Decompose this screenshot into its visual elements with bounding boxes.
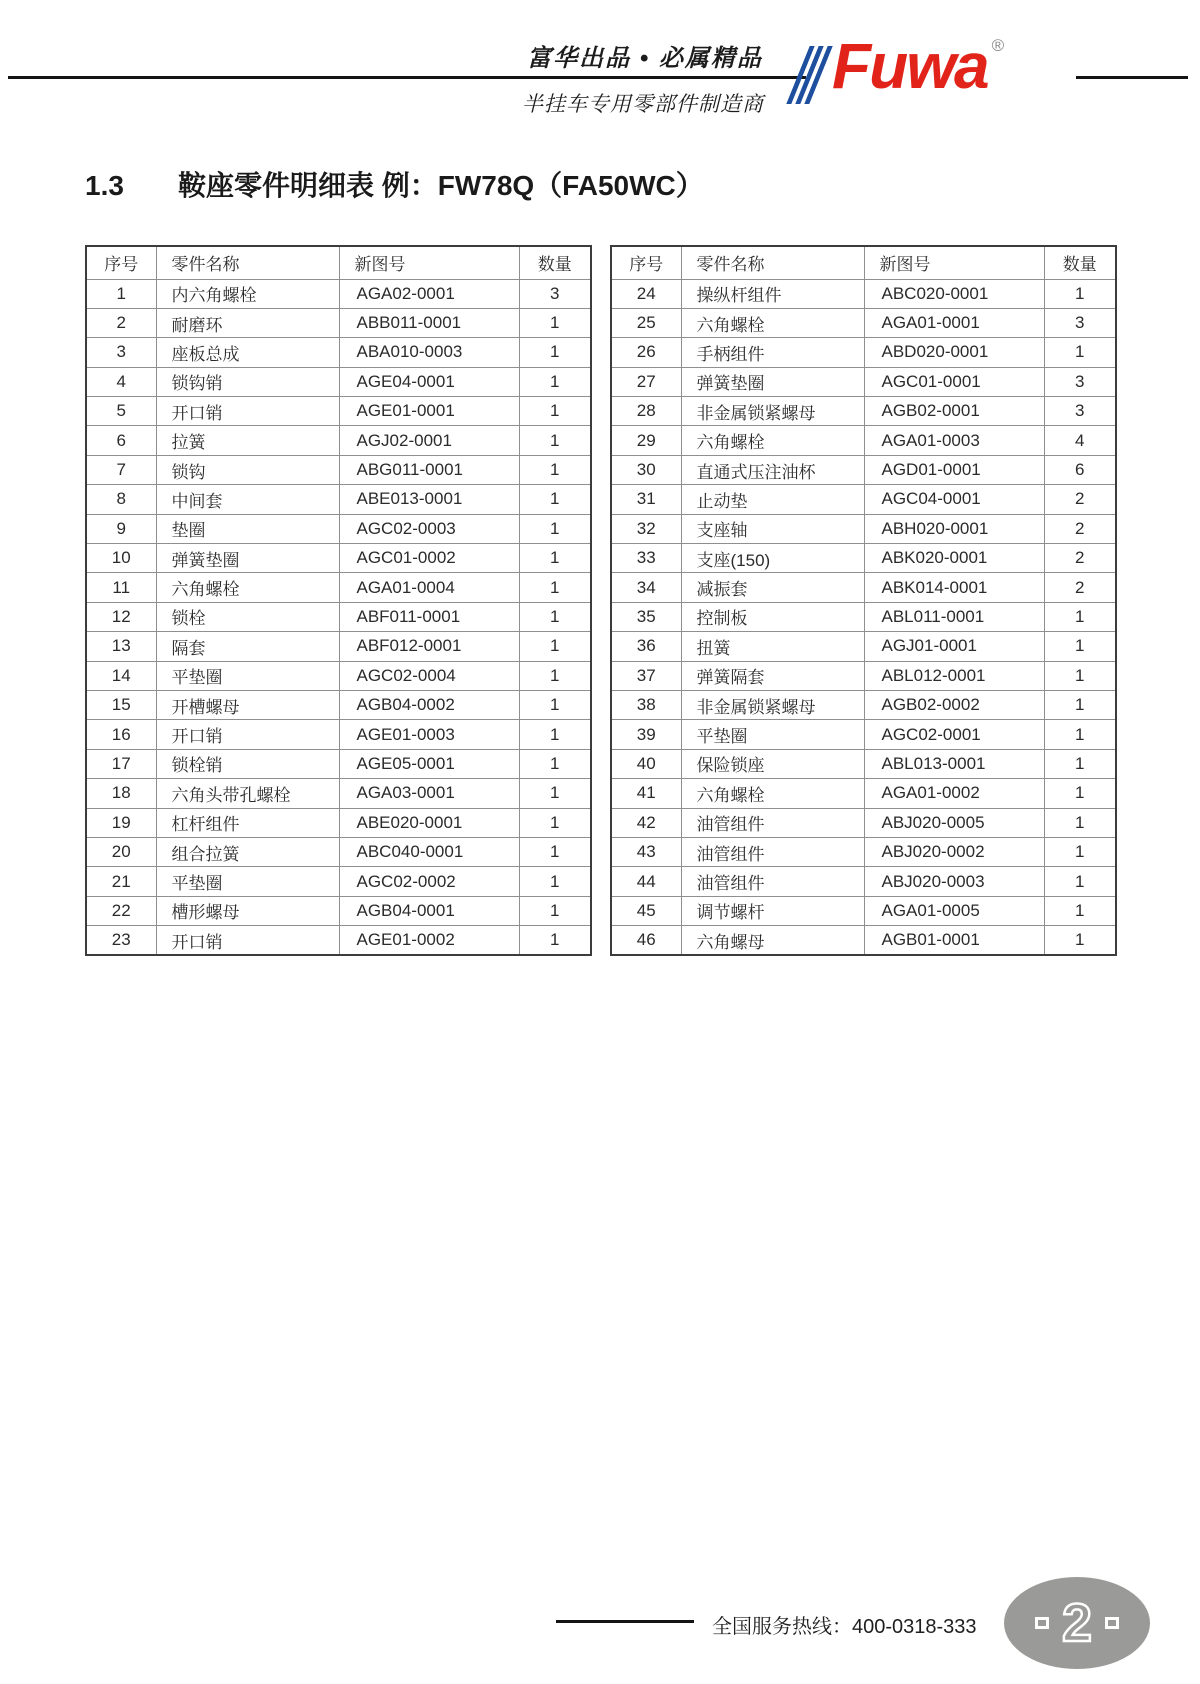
table-row xyxy=(86,397,591,426)
part-name: 油管组件 xyxy=(681,837,864,866)
quantity: 2 xyxy=(1044,544,1116,573)
parts-table-left xyxy=(85,245,592,956)
table-row xyxy=(86,455,591,484)
table-row xyxy=(611,690,1116,719)
header-drawing-number: 新图号 xyxy=(339,246,519,279)
quantity: 1 xyxy=(519,308,591,337)
table-row xyxy=(611,896,1116,925)
table-row xyxy=(611,397,1116,426)
row-index: 2 xyxy=(86,308,156,337)
drawing-number: AGA02-0001 xyxy=(339,279,519,308)
drawing-number: ABA010-0003 xyxy=(339,338,519,367)
part-name: 平垫圈 xyxy=(156,867,339,896)
quantity: 2 xyxy=(1044,514,1116,543)
row-index: 17 xyxy=(86,749,156,778)
part-name: 非金属锁紧螺母 xyxy=(681,397,864,426)
header-quantity: 数量 xyxy=(1044,246,1116,279)
parts-table-right xyxy=(610,245,1117,956)
quantity: 1 xyxy=(519,455,591,484)
table-row xyxy=(86,544,591,573)
row-index: 39 xyxy=(611,720,681,749)
row-index: 35 xyxy=(611,602,681,631)
row-index: 41 xyxy=(611,779,681,808)
header-index: 序号 xyxy=(611,246,681,279)
table-row xyxy=(86,808,591,837)
table-row xyxy=(611,602,1116,631)
quantity: 1 xyxy=(519,632,591,661)
row-index: 37 xyxy=(611,661,681,690)
part-name: 开口销 xyxy=(156,397,339,426)
badge-square-left-icon xyxy=(1035,1617,1049,1629)
drawing-number: ABH020-0001 xyxy=(864,514,1044,543)
drawing-number: AGA03-0001 xyxy=(339,779,519,808)
quantity: 1 xyxy=(1044,808,1116,837)
row-index: 30 xyxy=(611,455,681,484)
table-row xyxy=(86,867,591,896)
part-name: 平垫圈 xyxy=(681,720,864,749)
part-name: 手柄组件 xyxy=(681,338,864,367)
drawing-number: AGE05-0001 xyxy=(339,749,519,778)
part-name: 非金属锁紧螺母 xyxy=(681,690,864,719)
table-row xyxy=(86,779,591,808)
quantity: 3 xyxy=(519,279,591,308)
drawing-number: ABD020-0001 xyxy=(864,338,1044,367)
table-row xyxy=(86,308,591,337)
table-row xyxy=(86,690,591,719)
drawing-number: AGE01-0003 xyxy=(339,720,519,749)
drawing-number: AGB01-0001 xyxy=(864,926,1044,955)
row-index: 20 xyxy=(86,837,156,866)
row-index: 32 xyxy=(611,514,681,543)
drawing-number: AGA01-0001 xyxy=(864,308,1044,337)
header-divider-right xyxy=(1076,76,1188,79)
table-row xyxy=(86,926,591,955)
part-name: 弹簧垫圈 xyxy=(156,544,339,573)
quantity: 1 xyxy=(519,661,591,690)
part-name: 拉簧 xyxy=(156,426,339,455)
drawing-number: ABF011-0001 xyxy=(339,602,519,631)
quantity: 1 xyxy=(1044,338,1116,367)
row-index: 29 xyxy=(611,426,681,455)
part-name: 内六角螺栓 xyxy=(156,279,339,308)
table-row xyxy=(86,426,591,455)
quantity: 1 xyxy=(519,690,591,719)
table-row xyxy=(86,514,591,543)
quantity: 1 xyxy=(1044,896,1116,925)
drawing-number: ABF012-0001 xyxy=(339,632,519,661)
drawing-number: ABJ020-0005 xyxy=(864,808,1044,837)
table-row xyxy=(86,602,591,631)
section-title-text: 鞍座零件明细表 例：FW78Q（FA50WC） xyxy=(177,170,704,201)
row-index: 45 xyxy=(611,896,681,925)
drawing-number: ABL013-0001 xyxy=(864,749,1044,778)
quantity: 3 xyxy=(1044,367,1116,396)
table-row xyxy=(86,338,591,367)
table-row xyxy=(611,514,1116,543)
drawing-number: AGC02-0003 xyxy=(339,514,519,543)
row-index: 25 xyxy=(611,308,681,337)
row-index: 8 xyxy=(86,485,156,514)
quantity: 1 xyxy=(519,867,591,896)
quantity: 1 xyxy=(519,896,591,925)
table-row xyxy=(611,808,1116,837)
table-row xyxy=(611,338,1116,367)
quantity: 1 xyxy=(1044,779,1116,808)
table-row xyxy=(611,779,1116,808)
drawing-number: AGD01-0001 xyxy=(864,455,1044,484)
quantity: 1 xyxy=(519,779,591,808)
part-name: 开槽螺母 xyxy=(156,690,339,719)
quantity: 1 xyxy=(1044,690,1116,719)
row-index: 28 xyxy=(611,397,681,426)
row-index: 13 xyxy=(86,632,156,661)
row-index: 34 xyxy=(611,573,681,602)
part-name: 调节螺杆 xyxy=(681,896,864,925)
quantity: 1 xyxy=(519,720,591,749)
table-row xyxy=(611,720,1116,749)
drawing-number: ABE020-0001 xyxy=(339,808,519,837)
row-index: 18 xyxy=(86,779,156,808)
row-index: 14 xyxy=(86,661,156,690)
drawing-number: AGC04-0001 xyxy=(864,485,1044,514)
drawing-number: ABL012-0001 xyxy=(864,661,1044,690)
table-row xyxy=(611,749,1116,778)
part-name: 座板总成 xyxy=(156,338,339,367)
part-name: 支座(150) xyxy=(681,544,864,573)
row-index: 22 xyxy=(86,896,156,925)
drawing-number: AGA01-0005 xyxy=(864,896,1044,925)
drawing-number: AGE04-0001 xyxy=(339,367,519,396)
part-name: 六角螺栓 xyxy=(681,308,864,337)
table-row xyxy=(611,426,1116,455)
row-index: 38 xyxy=(611,690,681,719)
row-index: 19 xyxy=(86,808,156,837)
fuwa-logo-text: Fuwa xyxy=(832,30,988,102)
part-name: 杠杆组件 xyxy=(156,808,339,837)
part-name: 锁栓销 xyxy=(156,749,339,778)
row-index: 36 xyxy=(611,632,681,661)
table-row xyxy=(611,308,1116,337)
part-name: 槽形螺母 xyxy=(156,896,339,925)
row-index: 6 xyxy=(86,426,156,455)
quantity: 1 xyxy=(519,837,591,866)
row-index: 26 xyxy=(611,338,681,367)
part-name: 六角螺栓 xyxy=(156,573,339,602)
drawing-number: AGB04-0002 xyxy=(339,690,519,719)
header-divider-left xyxy=(8,76,806,79)
page-title xyxy=(85,164,704,204)
row-index: 24 xyxy=(611,279,681,308)
row-index: 40 xyxy=(611,749,681,778)
part-name: 锁栓 xyxy=(156,602,339,631)
part-name: 支座轴 xyxy=(681,514,864,543)
quantity: 1 xyxy=(519,602,591,631)
drawing-number: AGE01-0001 xyxy=(339,397,519,426)
table-row xyxy=(86,632,591,661)
drawing-number: ABJ020-0003 xyxy=(864,867,1044,896)
quantity: 1 xyxy=(519,544,591,573)
quantity: 1 xyxy=(519,397,591,426)
table-row xyxy=(86,837,591,866)
fuwa-logo xyxy=(798,30,1005,120)
part-name: 油管组件 xyxy=(681,808,864,837)
part-name: 隔套 xyxy=(156,632,339,661)
table-row xyxy=(611,485,1116,514)
part-name: 控制板 xyxy=(681,602,864,631)
header-quantity: 数量 xyxy=(519,246,591,279)
drawing-number: ABG011-0001 xyxy=(339,455,519,484)
row-index: 9 xyxy=(86,514,156,543)
header-slogan-top: 富华出品 • 必属精品 xyxy=(527,45,763,72)
drawing-number: ABB011-0001 xyxy=(339,308,519,337)
quantity: 1 xyxy=(1044,602,1116,631)
part-name: 耐磨环 xyxy=(156,308,339,337)
quantity: 3 xyxy=(1044,308,1116,337)
registered-trademark-icon: ® xyxy=(991,36,1005,55)
quantity: 1 xyxy=(1044,749,1116,778)
row-index: 4 xyxy=(86,367,156,396)
drawing-number: ABE013-0001 xyxy=(339,485,519,514)
badge-square-right-icon xyxy=(1105,1617,1119,1629)
table-row xyxy=(611,926,1116,955)
drawing-number: AGC02-0001 xyxy=(864,720,1044,749)
part-name: 锁钩 xyxy=(156,455,339,484)
drawing-number: AGA01-0004 xyxy=(339,573,519,602)
drawing-number: AGJ02-0001 xyxy=(339,426,519,455)
drawing-number: ABC020-0001 xyxy=(864,279,1044,308)
table-row xyxy=(611,867,1116,896)
table-row xyxy=(611,837,1116,866)
table-row xyxy=(86,749,591,778)
quantity: 4 xyxy=(1044,426,1116,455)
part-name: 开口销 xyxy=(156,926,339,955)
row-index: 5 xyxy=(86,397,156,426)
row-index: 44 xyxy=(611,867,681,896)
part-name: 组合拉簧 xyxy=(156,837,339,866)
drawing-number: ABK014-0001 xyxy=(864,573,1044,602)
part-name: 弹簧隔套 xyxy=(681,661,864,690)
header-drawing-number: 新图号 xyxy=(864,246,1044,279)
part-name: 中间套 xyxy=(156,485,339,514)
row-index: 12 xyxy=(86,602,156,631)
row-index: 27 xyxy=(611,367,681,396)
part-name: 扭簧 xyxy=(681,632,864,661)
service-hotline: 全国服务热线：400-0318-333 xyxy=(712,1616,977,1638)
header-part-name: 零件名称 xyxy=(681,246,864,279)
row-index: 33 xyxy=(611,544,681,573)
table-row xyxy=(611,661,1116,690)
part-name: 六角螺栓 xyxy=(681,426,864,455)
quantity: 1 xyxy=(1044,661,1116,690)
drawing-number: AGA01-0003 xyxy=(864,426,1044,455)
row-index: 3 xyxy=(86,338,156,367)
part-name: 弹簧垫圈 xyxy=(681,367,864,396)
quantity: 1 xyxy=(519,426,591,455)
table-header-row xyxy=(611,246,1116,279)
drawing-number: AGJ01-0001 xyxy=(864,632,1044,661)
row-index: 42 xyxy=(611,808,681,837)
row-index: 43 xyxy=(611,837,681,866)
table-row xyxy=(611,367,1116,396)
table-row xyxy=(86,367,591,396)
part-name: 开口销 xyxy=(156,720,339,749)
quantity: 1 xyxy=(1044,837,1116,866)
part-name: 六角头带孔螺栓 xyxy=(156,779,339,808)
quantity: 1 xyxy=(519,367,591,396)
table-row xyxy=(611,455,1116,484)
quantity: 1 xyxy=(519,338,591,367)
row-index: 1 xyxy=(86,279,156,308)
quantity: 3 xyxy=(1044,397,1116,426)
row-index: 10 xyxy=(86,544,156,573)
part-name: 保险锁座 xyxy=(681,749,864,778)
header-index: 序号 xyxy=(86,246,156,279)
part-name: 减振套 xyxy=(681,573,864,602)
quantity: 1 xyxy=(519,485,591,514)
table-header-row xyxy=(86,246,591,279)
footer-divider xyxy=(556,1620,694,1623)
table-row xyxy=(86,279,591,308)
drawing-number: AGC01-0001 xyxy=(864,367,1044,396)
part-name: 六角螺母 xyxy=(681,926,864,955)
drawing-number: ABL011-0001 xyxy=(864,602,1044,631)
quantity: 1 xyxy=(519,573,591,602)
table-row xyxy=(86,661,591,690)
drawing-number: ABC040-0001 xyxy=(339,837,519,866)
row-index: 11 xyxy=(86,573,156,602)
part-name: 直通式压注油杯 xyxy=(681,455,864,484)
quantity: 1 xyxy=(519,749,591,778)
quantity: 1 xyxy=(1044,926,1116,955)
part-name: 六角螺栓 xyxy=(681,779,864,808)
page-number-badge xyxy=(1004,1577,1150,1669)
page-number: 2 xyxy=(1061,1593,1093,1653)
quantity: 1 xyxy=(519,514,591,543)
quantity: 1 xyxy=(519,926,591,955)
quantity: 2 xyxy=(1044,573,1116,602)
part-name: 平垫圈 xyxy=(156,661,339,690)
drawing-number: AGC01-0002 xyxy=(339,544,519,573)
table-row xyxy=(86,720,591,749)
table-row xyxy=(611,544,1116,573)
part-name: 垫圈 xyxy=(156,514,339,543)
row-index: 23 xyxy=(86,926,156,955)
drawing-number: AGB02-0002 xyxy=(864,690,1044,719)
quantity: 1 xyxy=(519,808,591,837)
table-row xyxy=(611,573,1116,602)
row-index: 46 xyxy=(611,926,681,955)
table-row xyxy=(86,485,591,514)
table-row xyxy=(611,632,1116,661)
table-row xyxy=(86,896,591,925)
quantity: 6 xyxy=(1044,455,1116,484)
drawing-number: AGE01-0002 xyxy=(339,926,519,955)
header-part-name: 零件名称 xyxy=(156,246,339,279)
drawing-number: AGB02-0001 xyxy=(864,397,1044,426)
row-index: 21 xyxy=(86,867,156,896)
drawing-number: AGC02-0004 xyxy=(339,661,519,690)
table-row xyxy=(86,573,591,602)
quantity: 1 xyxy=(1044,279,1116,308)
part-name: 油管组件 xyxy=(681,867,864,896)
table-row xyxy=(611,279,1116,308)
quantity: 2 xyxy=(1044,485,1116,514)
row-index: 16 xyxy=(86,720,156,749)
drawing-number: AGB04-0001 xyxy=(339,896,519,925)
quantity: 1 xyxy=(1044,867,1116,896)
drawing-number: ABJ020-0002 xyxy=(864,837,1044,866)
section-number: 1.3 xyxy=(85,170,124,201)
part-name: 锁钩销 xyxy=(156,367,339,396)
drawing-number: AGA01-0002 xyxy=(864,779,1044,808)
part-name: 止动垫 xyxy=(681,485,864,514)
row-index: 31 xyxy=(611,485,681,514)
part-name: 操纵杆组件 xyxy=(681,279,864,308)
quantity: 1 xyxy=(1044,720,1116,749)
quantity: 1 xyxy=(1044,632,1116,661)
header-slogan-bottom: 半挂车专用零部件制造商 xyxy=(522,93,764,116)
row-index: 15 xyxy=(86,690,156,719)
drawing-number: AGC02-0002 xyxy=(339,867,519,896)
drawing-number: ABK020-0001 xyxy=(864,544,1044,573)
row-index: 7 xyxy=(86,455,156,484)
